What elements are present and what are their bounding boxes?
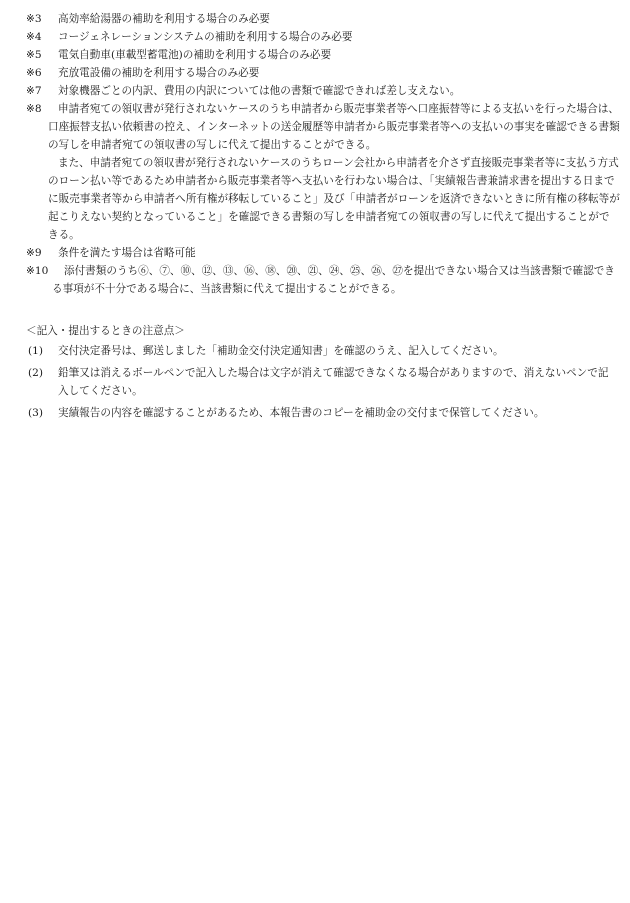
note-text: コージェネレーションシステムの補助を利用する場合のみ必要 bbox=[58, 31, 353, 43]
item-text: 交付決定番号は、郵送しました「補助金交付決定通知書」を確認のうえ、記入してください。 bbox=[58, 345, 504, 357]
item-text: 鉛筆又は消えるボールペンで記入した場合は文字が消えて確認できなくなる場合がありますので、消えないペンで記入してください。 bbox=[58, 367, 609, 397]
list-item-3 bbox=[0, 404, 630, 422]
note-text: 高効率給湯器の補助を利用する場合のみ必要 bbox=[58, 13, 270, 25]
document-page bbox=[0, 10, 630, 426]
note-6 bbox=[0, 64, 630, 82]
note-marker: ※6 bbox=[26, 67, 42, 79]
item-text: 実績報告の内容を確認することがあるため、本報告書のコピーを補助金の交付まで保管してください。 bbox=[58, 407, 545, 419]
note-marker: ※10 bbox=[26, 265, 49, 277]
note-marker: ※9 bbox=[26, 247, 42, 259]
note-text: 充放電設備の補助を利用する場合のみ必要 bbox=[58, 67, 260, 79]
note-marker: ※8 bbox=[26, 103, 42, 115]
note-text: 申請者宛ての領収書が発行されないケースのうち申請者から販売事業者等へ口座振替等による支払いを行った場合は、口座振替支払い依頼書の控え、インターネットの送金履歴等申請者から販売事業者等への支払いの事実を確認できる書類の写しを申請者宛ての領収書の写しに代えて提出することができる。 bbox=[48, 103, 620, 151]
section-title: ＜記入・提出するときの注意点＞ bbox=[26, 325, 185, 337]
item-marker: (3) bbox=[28, 407, 44, 419]
note-text: 添付書類のうち⑥、⑦、⑩、⑫、⑬、⑯、⑱、⑳、㉑、㉔、㉕、㉖、㉗を提出できない場合又は当該書類で確認できる事項が不十分である場合に、当該書類に代えて提出することができる。 bbox=[52, 265, 615, 295]
note-text: 対象機器ごとの内訳、費用の内訳については他の書類で確認できれば差し支えない。 bbox=[58, 85, 461, 97]
section-spacer bbox=[0, 298, 630, 322]
note-marker: ※5 bbox=[26, 49, 42, 61]
note-10 bbox=[0, 262, 630, 298]
note-text: 条件を満たす場合は省略可能 bbox=[58, 247, 196, 259]
note-3 bbox=[0, 10, 630, 28]
note-text-paragraph-2: また、申請者宛ての領収書が発行されないケースのうちローン会社から申請者を介さず直接販売事業者等に支払う方式のローン払い等であるため申請者から販売事業者等へ支払いを行わない場合は、「実績報告書兼請求書を提出する日までに販売事業者等から申請者へ所有権が移転していること」及び「申請者がローンを返済できないときに所有権の移転等が起こりえない契約となっていること」を確認できる書類の写しを申請者宛ての領収書の写しに代えて提出することができる。 bbox=[48, 157, 620, 241]
note-5 bbox=[0, 46, 630, 64]
note-marker: ※4 bbox=[26, 31, 42, 43]
item-marker: (2) bbox=[28, 367, 44, 379]
note-text: 電気自動車(車載型蓄電池)の補助を利用する場合のみ必要 bbox=[58, 49, 332, 61]
note-4 bbox=[0, 28, 630, 46]
list-item-1 bbox=[0, 342, 630, 360]
note-9 bbox=[0, 244, 630, 262]
item-marker: (1) bbox=[28, 345, 44, 357]
list-item-2 bbox=[0, 364, 630, 400]
note-marker: ※3 bbox=[26, 13, 42, 25]
note-8 bbox=[0, 100, 630, 244]
note-7 bbox=[0, 82, 630, 100]
note-marker: ※7 bbox=[26, 85, 42, 97]
